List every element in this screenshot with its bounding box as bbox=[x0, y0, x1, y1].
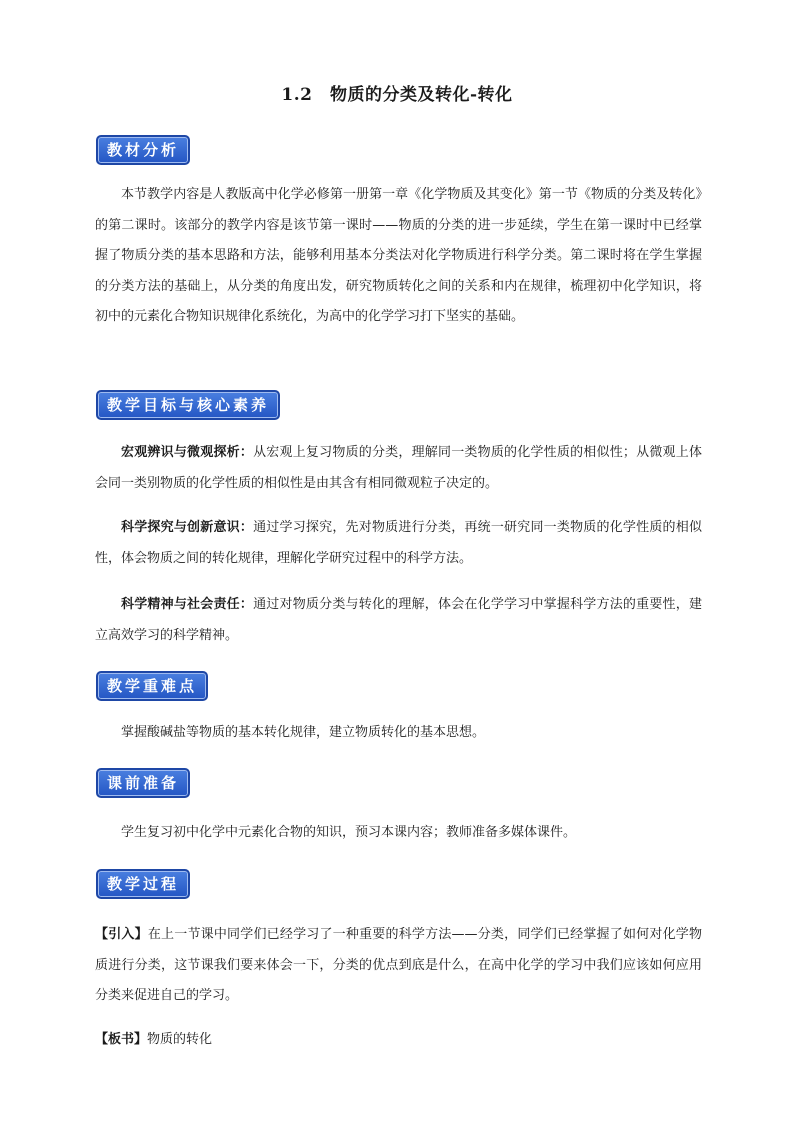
section-heading-prep: 课前准备 bbox=[96, 768, 190, 798]
intro-paragraph bbox=[95, 920, 702, 1012]
goal-text: 通过学习探究，先对物质进行分类，再统一研究同一类物质的化学性质的相似性，体会物质之间的转化规律，理解化学研究过程中的科学方法。 bbox=[95, 520, 702, 566]
goal-label: 科学探究与创新意识： bbox=[121, 520, 254, 535]
goal-text: 从宏观上复习物质的分类，理解同一类物质的化学性质的相似性；从微观上体会同一类别物质的化学性质的相似性是由其含有相同微观粒子决定的。 bbox=[95, 445, 702, 491]
section-heading-keypoints: 教学重难点 bbox=[96, 671, 208, 701]
goal-label: 宏观辨识与微观探析： bbox=[121, 445, 254, 460]
goal-item bbox=[95, 438, 702, 499]
goal-item bbox=[95, 513, 702, 574]
section-heading-goals: 教学目标与核心素养 bbox=[96, 390, 280, 420]
goal-text: 通过对物质分类与转化的理解，体会在化学学习中掌握科学方法的重要性，建立高效学习的科学精神。 bbox=[95, 597, 702, 643]
analysis-paragraph: 本节教学内容是人教版高中化学必修第一册第一章《化学物质及其变化》第一节《物质的分类及转化》的第二课时。该部分的教学内容是该节第一课时——物质的分类的进一步延续，学生在第一课时中已经掌握了物质分类的基本思路和方法，能够利用基本分类法对化学物质进行科学分类。第二课时将在学生掌握的分类方法的基础上，从分类的角度出发，研究物质转化之间的关系和内在规律，梳理初中化学知识，将初中的元素化合物知识规律化系统化，为高中的化学学习打下坚实的基础。 bbox=[95, 187, 702, 324]
intro-label: 【引入】 bbox=[95, 927, 148, 942]
section-heading-process: 教学过程 bbox=[96, 869, 190, 899]
goal-label: 科学精神与社会责任： bbox=[121, 597, 254, 612]
board-paragraph bbox=[95, 1025, 702, 1056]
page-title: 1.2 物质的分类及转化-转化 bbox=[281, 85, 513, 105]
goal-item bbox=[95, 590, 702, 651]
prep-paragraph: 学生复习初中化学中元素化合物的知识，预习本课内容；教师准备多媒体课件。 bbox=[121, 825, 577, 840]
intro-text: 在上一节课中同学们已经学习了一种重要的科学方法——分类，同学们已经掌握了如何对化学物质进行分类，这节课我们要来体会一下，分类的优点到底是什么，在高中化学的学习中我们应该如何应用分类来促进自己的学习。 bbox=[95, 927, 702, 1003]
section-heading-analysis: 教材分析 bbox=[96, 135, 190, 165]
board-text: 物质的转化 bbox=[147, 1032, 213, 1047]
board-label: 【板书】 bbox=[95, 1032, 148, 1047]
keypoints-paragraph: 掌握酸碱盐等物质的基本转化规律，建立物质转化的基本思想。 bbox=[121, 725, 486, 740]
